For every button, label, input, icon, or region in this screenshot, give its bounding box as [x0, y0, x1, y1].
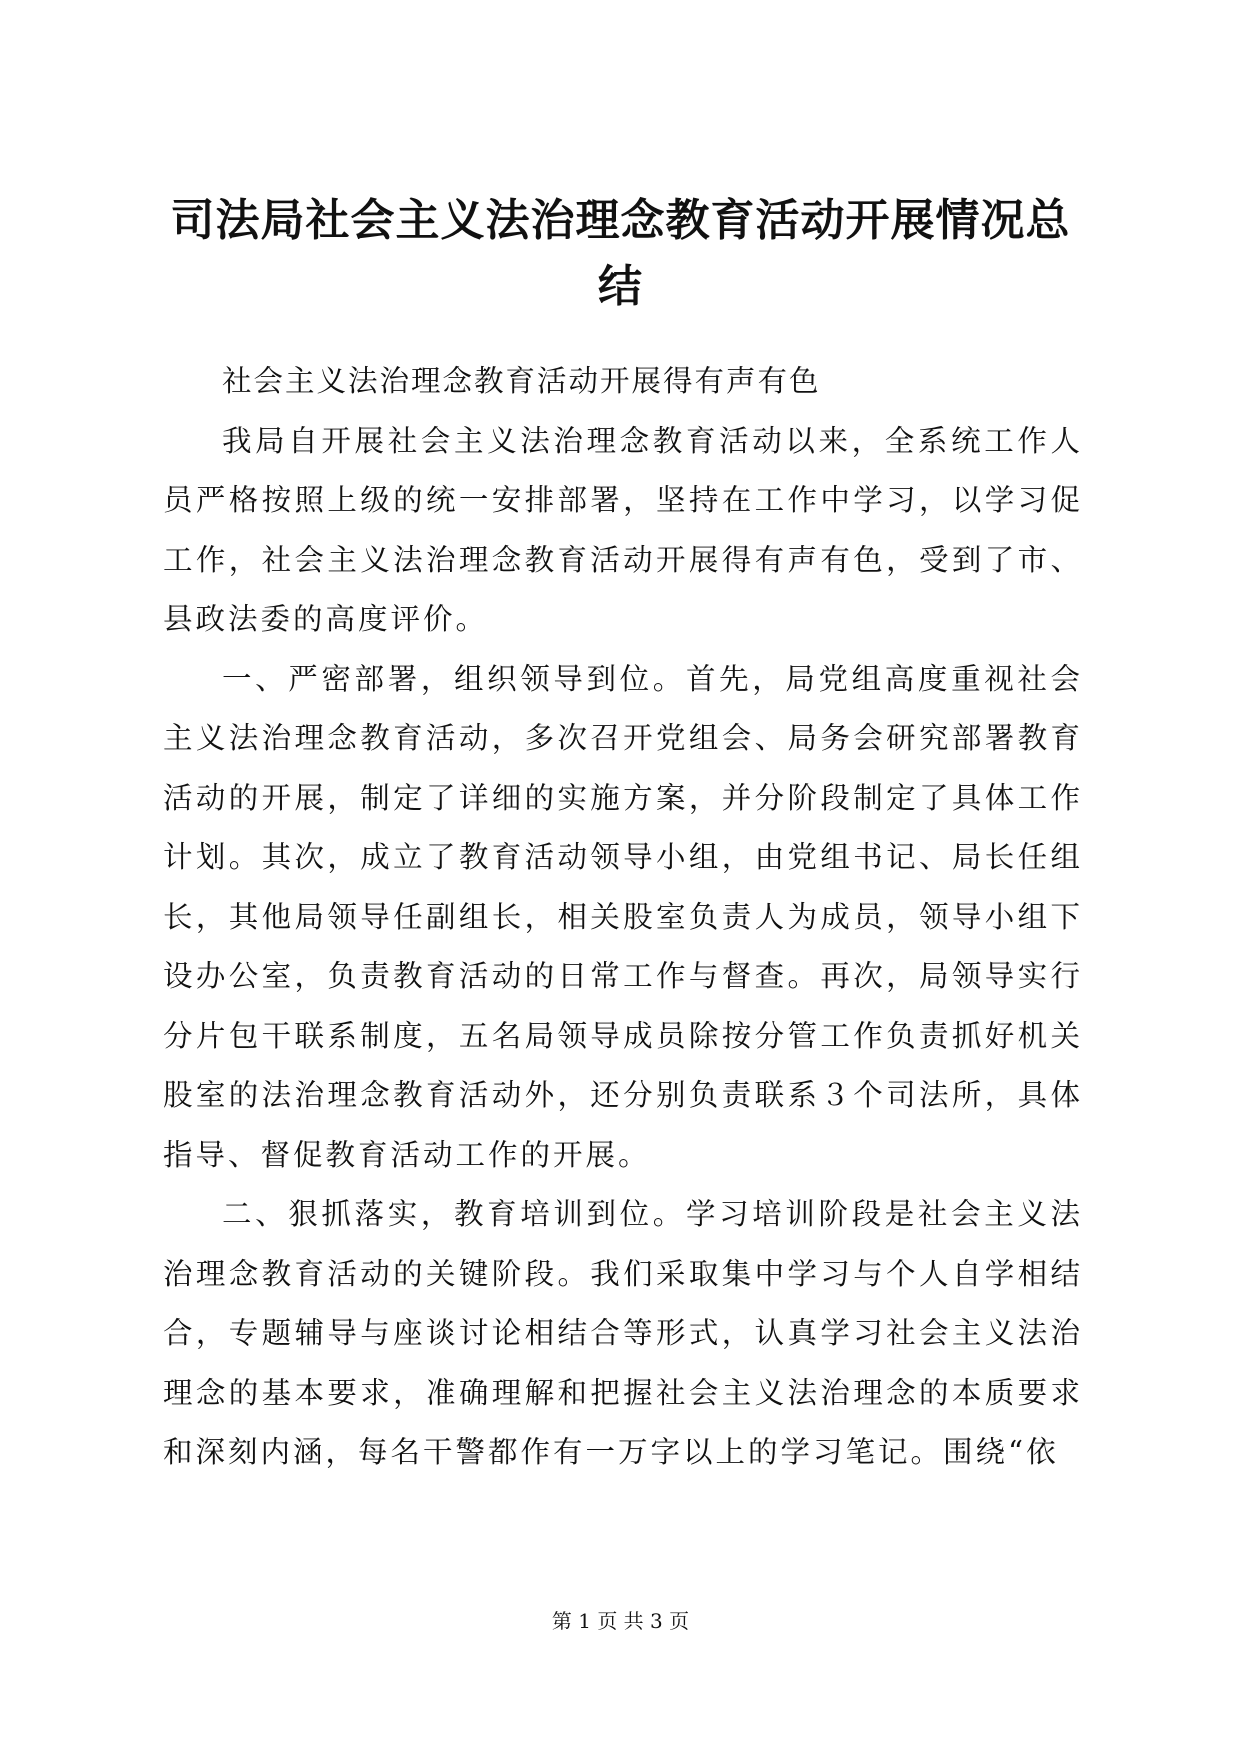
- document-title: 司法局社会主义法治理念教育活动开展情况总结: [170, 195, 1071, 312]
- paragraph-section-2: 二、狠抓落实，教育培训到位。学习培训阶段是社会主义法治理念教育活动的关键阶段。我们采取集中学习与个人自学相结合，专题辅导与座谈讨论相结合等形式，认真学习社会主义法治理念的基本要求，准确理解和把握社会主义法治理念的本质要求和深刻内涵，每名干警都作有一万字以上的学习笔记。围绕“依: [163, 1197, 1083, 1469]
- paragraph-subtitle: 社会主义法治理念教育活动开展得有声有色: [222, 364, 821, 398]
- page-number-footer: 第 1 页 共 3 页: [551, 1609, 690, 1633]
- paragraph-intro: 我局自开展社会主义法治理念教育活动以来，全系统工作人员严格按照上级的统一安排部署，坚持在工作中学习，以学习促工作，社会主义法治理念教育活动开展得有声有色，受到了市、县政法委的高度评价。: [163, 423, 1083, 636]
- paragraph-section-1: 一、严密部署，组织领导到位。首先，局党组高度重视社会主义法治理念教育活动，多次召开党组会、局务会研究部署教育活动的开展，制定了详细的实施方案，并分阶段制定了具体工作计划。其次，成立了教育活动领导小组，由党组书记、局长任组长，其他局领导任副组长，相关股室负责人为成员，领导小组下设办公室，负责教育活动的日常工作与督查。再次，局领导实行分片包干联系制度，五名局领导成员除按分管工作负责抓好机关股室的法治理念教育活动外，还分别负责联系３个司法所，具体指导、督促教育活动工作的开展。: [163, 661, 1083, 1172]
- document-body: [163, 352, 1083, 1483]
